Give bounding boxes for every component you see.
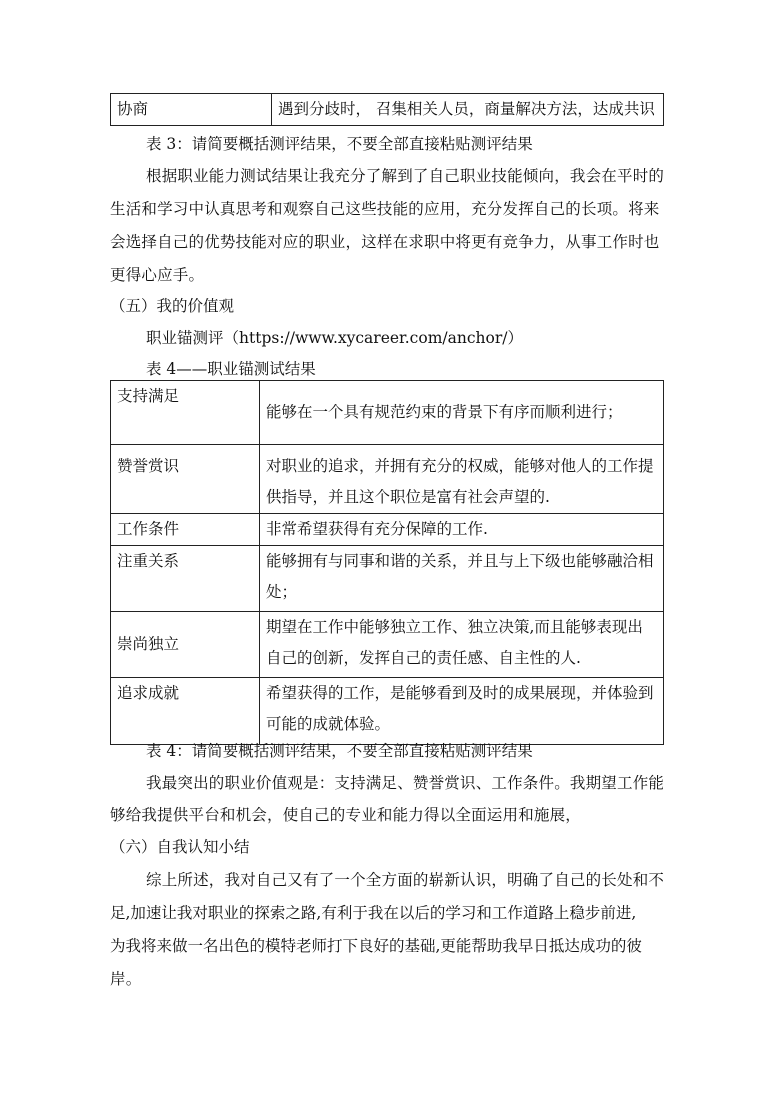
anchor-test-link-text: 职业锚测评（https://www.xycareer.com/anchor/） <box>146 329 523 347</box>
table-value-cell <box>260 678 664 745</box>
section-heading: （六）自我认知小结 <box>110 838 250 856</box>
paragraph-line: 综上所述，我对自己又有了一个全方面的崭新认识，明确了自己的长处和不 <box>146 871 665 889</box>
cell-key-text: 崇尚独立 <box>117 635 180 653</box>
cell-line: 处； <box>266 583 298 601</box>
table-row <box>111 445 664 514</box>
paragraph-line: 生活和学习中认真思考和观察自己这些技能的应用，充分发挥自己的长项。将来 <box>110 200 660 218</box>
negotiation-table <box>110 93 664 126</box>
table-value-cell <box>260 514 664 546</box>
paragraph-line: 根据职业能力测试结果让我充分了解到了自己职业技能倾向，我会在平时的 <box>146 167 665 185</box>
cell-line: 希望获得的工作，是能够看到及时的成果展现，并体验到 <box>266 684 654 702</box>
table-key-cell: 赞誉赏识 <box>111 445 260 514</box>
cell-line: 自己的创新，发挥自己的责任感、自主性的人. <box>266 649 581 667</box>
table4-caption: 表 4：请简要概括测评结果，不要全部直接粘贴测评结果 <box>146 742 533 760</box>
cell-line: 非常希望获得有充分保障的工作. <box>266 520 488 538</box>
table-value-cell <box>260 546 664 612</box>
paragraph-line: 足,加速让我对职业的探索之路,有利于我在以后的学习和工作道路上稳步前进, <box>110 904 637 922</box>
table3-caption: 表 3：请简要概括测评结果，不要全部直接粘贴测评结果 <box>146 135 533 153</box>
table-key-cell: 工作条件 <box>111 514 260 546</box>
table-key-cell: 追求成就 <box>111 678 260 745</box>
paragraph-line: 我最突出的职业价值观是：支持满足、赞誉赏识、工作条件。我期望工作能 <box>146 774 665 792</box>
table-row <box>111 612 664 678</box>
table-value-cell <box>260 612 664 678</box>
paragraph-line: 为我将来做一名出色的模特老师打下良好的基础,更能帮助我早日抵达成功的彼 <box>110 937 642 955</box>
table-row <box>111 94 664 126</box>
table-row <box>111 546 664 612</box>
paragraph-line: 够给我提供平台和机会，使自己的专业和能力得以全面运用和施展， <box>110 806 582 824</box>
table-row <box>111 381 664 445</box>
cell-line: 能够拥有与同事和谐的关系，并且与上下级也能够融洽相 <box>266 552 654 570</box>
table4-title: 表 4——职业锚测试结果 <box>146 360 316 378</box>
cell-line: 供指导，并且这个职位是富有社会声望的. <box>266 488 550 506</box>
cell-line: 能够在一个具有规范约束的背景下有序而顺利进行； <box>266 403 623 421</box>
table-value-cell <box>260 445 664 514</box>
table-row <box>111 678 664 745</box>
paragraph-line: 岸。 <box>110 970 142 988</box>
cell-line: 可能的成就体验。 <box>266 715 391 733</box>
table-key-cell: 支持满足 <box>111 381 260 445</box>
table-value-cell: 遇到分歧时， 召集相关人员，商量解决方法，达成共识 <box>272 94 664 126</box>
anchor-result-table <box>110 380 664 745</box>
paragraph-line: 会选择自己的优势技能对应的职业，这样在求职中将更有竞争力，从事工作时也 <box>110 233 660 251</box>
cell-line: 对职业的追求，并拥有充分的权威，能够对他人的工作提 <box>266 457 654 475</box>
table-key-cell <box>111 612 260 678</box>
cell-line: 期望在工作中能够独立工作、独立决策,而且能够表现出 <box>266 618 643 636</box>
table-row <box>111 514 664 546</box>
table-value-cell <box>260 381 664 445</box>
paragraph-line: 更得心应手。 <box>110 266 205 284</box>
table-key-cell: 注重关系 <box>111 546 260 612</box>
section-heading: （五）我的价值观 <box>110 297 235 315</box>
table-key-cell: 协商 <box>111 94 272 126</box>
